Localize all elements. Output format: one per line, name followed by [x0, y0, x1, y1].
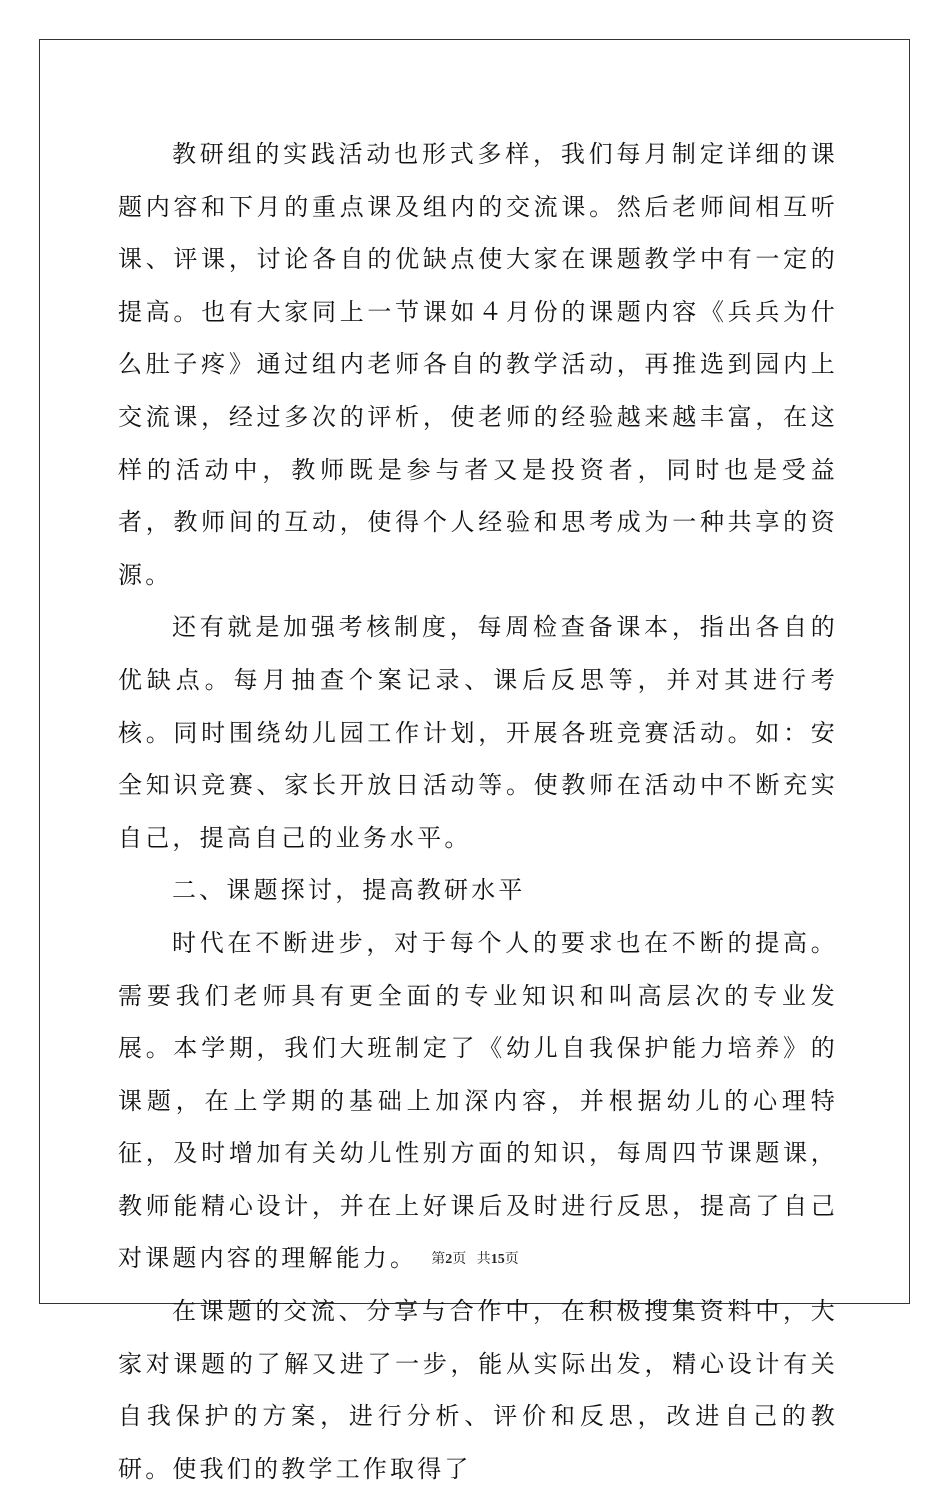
total-prefix: 共: [476, 1252, 491, 1267]
page-current-number: 2: [445, 1252, 453, 1267]
page-footer: [0, 1248, 950, 1268]
page-total-number: 15: [490, 1252, 505, 1267]
paragraph-research-topic: 时代在不断进步，对于每个人的要求也在不断的提高。需要我们老师具有更全面的专业知识和叫高层次的专业发展。本学期，我们大班制定了《幼儿自我保护能力培养》的课题，在上学期的基础上加深内容，并根据幼儿的心理特征，及时增加有关幼儿性别方面的知识，每周四节课题课，教师能精心设计，并在上好课后及时进行反思，提高了自己对课题内容的理解能力。: [118, 928, 838, 1273]
paragraph-topic-exchange: 在课题的交流、分享与合作中，在积极搜集资料中，大家对课题的了解又进了一步，能从实际出发，精心设计有关自我保护的方案，进行分析、评价和反思，改进自己的教研。使我们的教学工作取得了: [118, 1297, 838, 1483]
page-suffix: 页: [452, 1252, 467, 1267]
section-heading: 二、课题探讨，提高教研水平: [172, 876, 526, 905]
paragraph-assessment-system: 还有就是加强考核制度，每周检查备课本，指出各自的优缺点。每月抽查个案记录、课后反思等，并对其进行考核。同时围绕幼儿园工作计划，开展各班竞赛活动。如：安全知识竞赛、家长开放日活动等。使教师在活动中不断充实自己，提高自己的业务水平。: [118, 613, 838, 852]
document-body: [118, 128, 838, 1495]
page-prefix: 第: [431, 1252, 446, 1267]
paragraph-practice-activities: 教研组的实践活动也形式多样，我们每月制定详细的课题内容和下月的重点课及组内的交流课。然后老师间相互听课、评课，讨论各自的优缺点使大家在课题教学中有一定的提高。也有大家同上一节课如４月份的课题内容《兵兵为什么肚子疼》通过组内老师各自的教学活动，再推选到园内上交流课，经过多次的评析，使老师的经验越来越丰富，在这样的活动中，教师既是参与者又是投资者，同时也是受益者，教师间的互动，使得个人经验和思考成为一种共享的资源。: [118, 140, 838, 589]
total-suffix: 页: [504, 1252, 519, 1267]
